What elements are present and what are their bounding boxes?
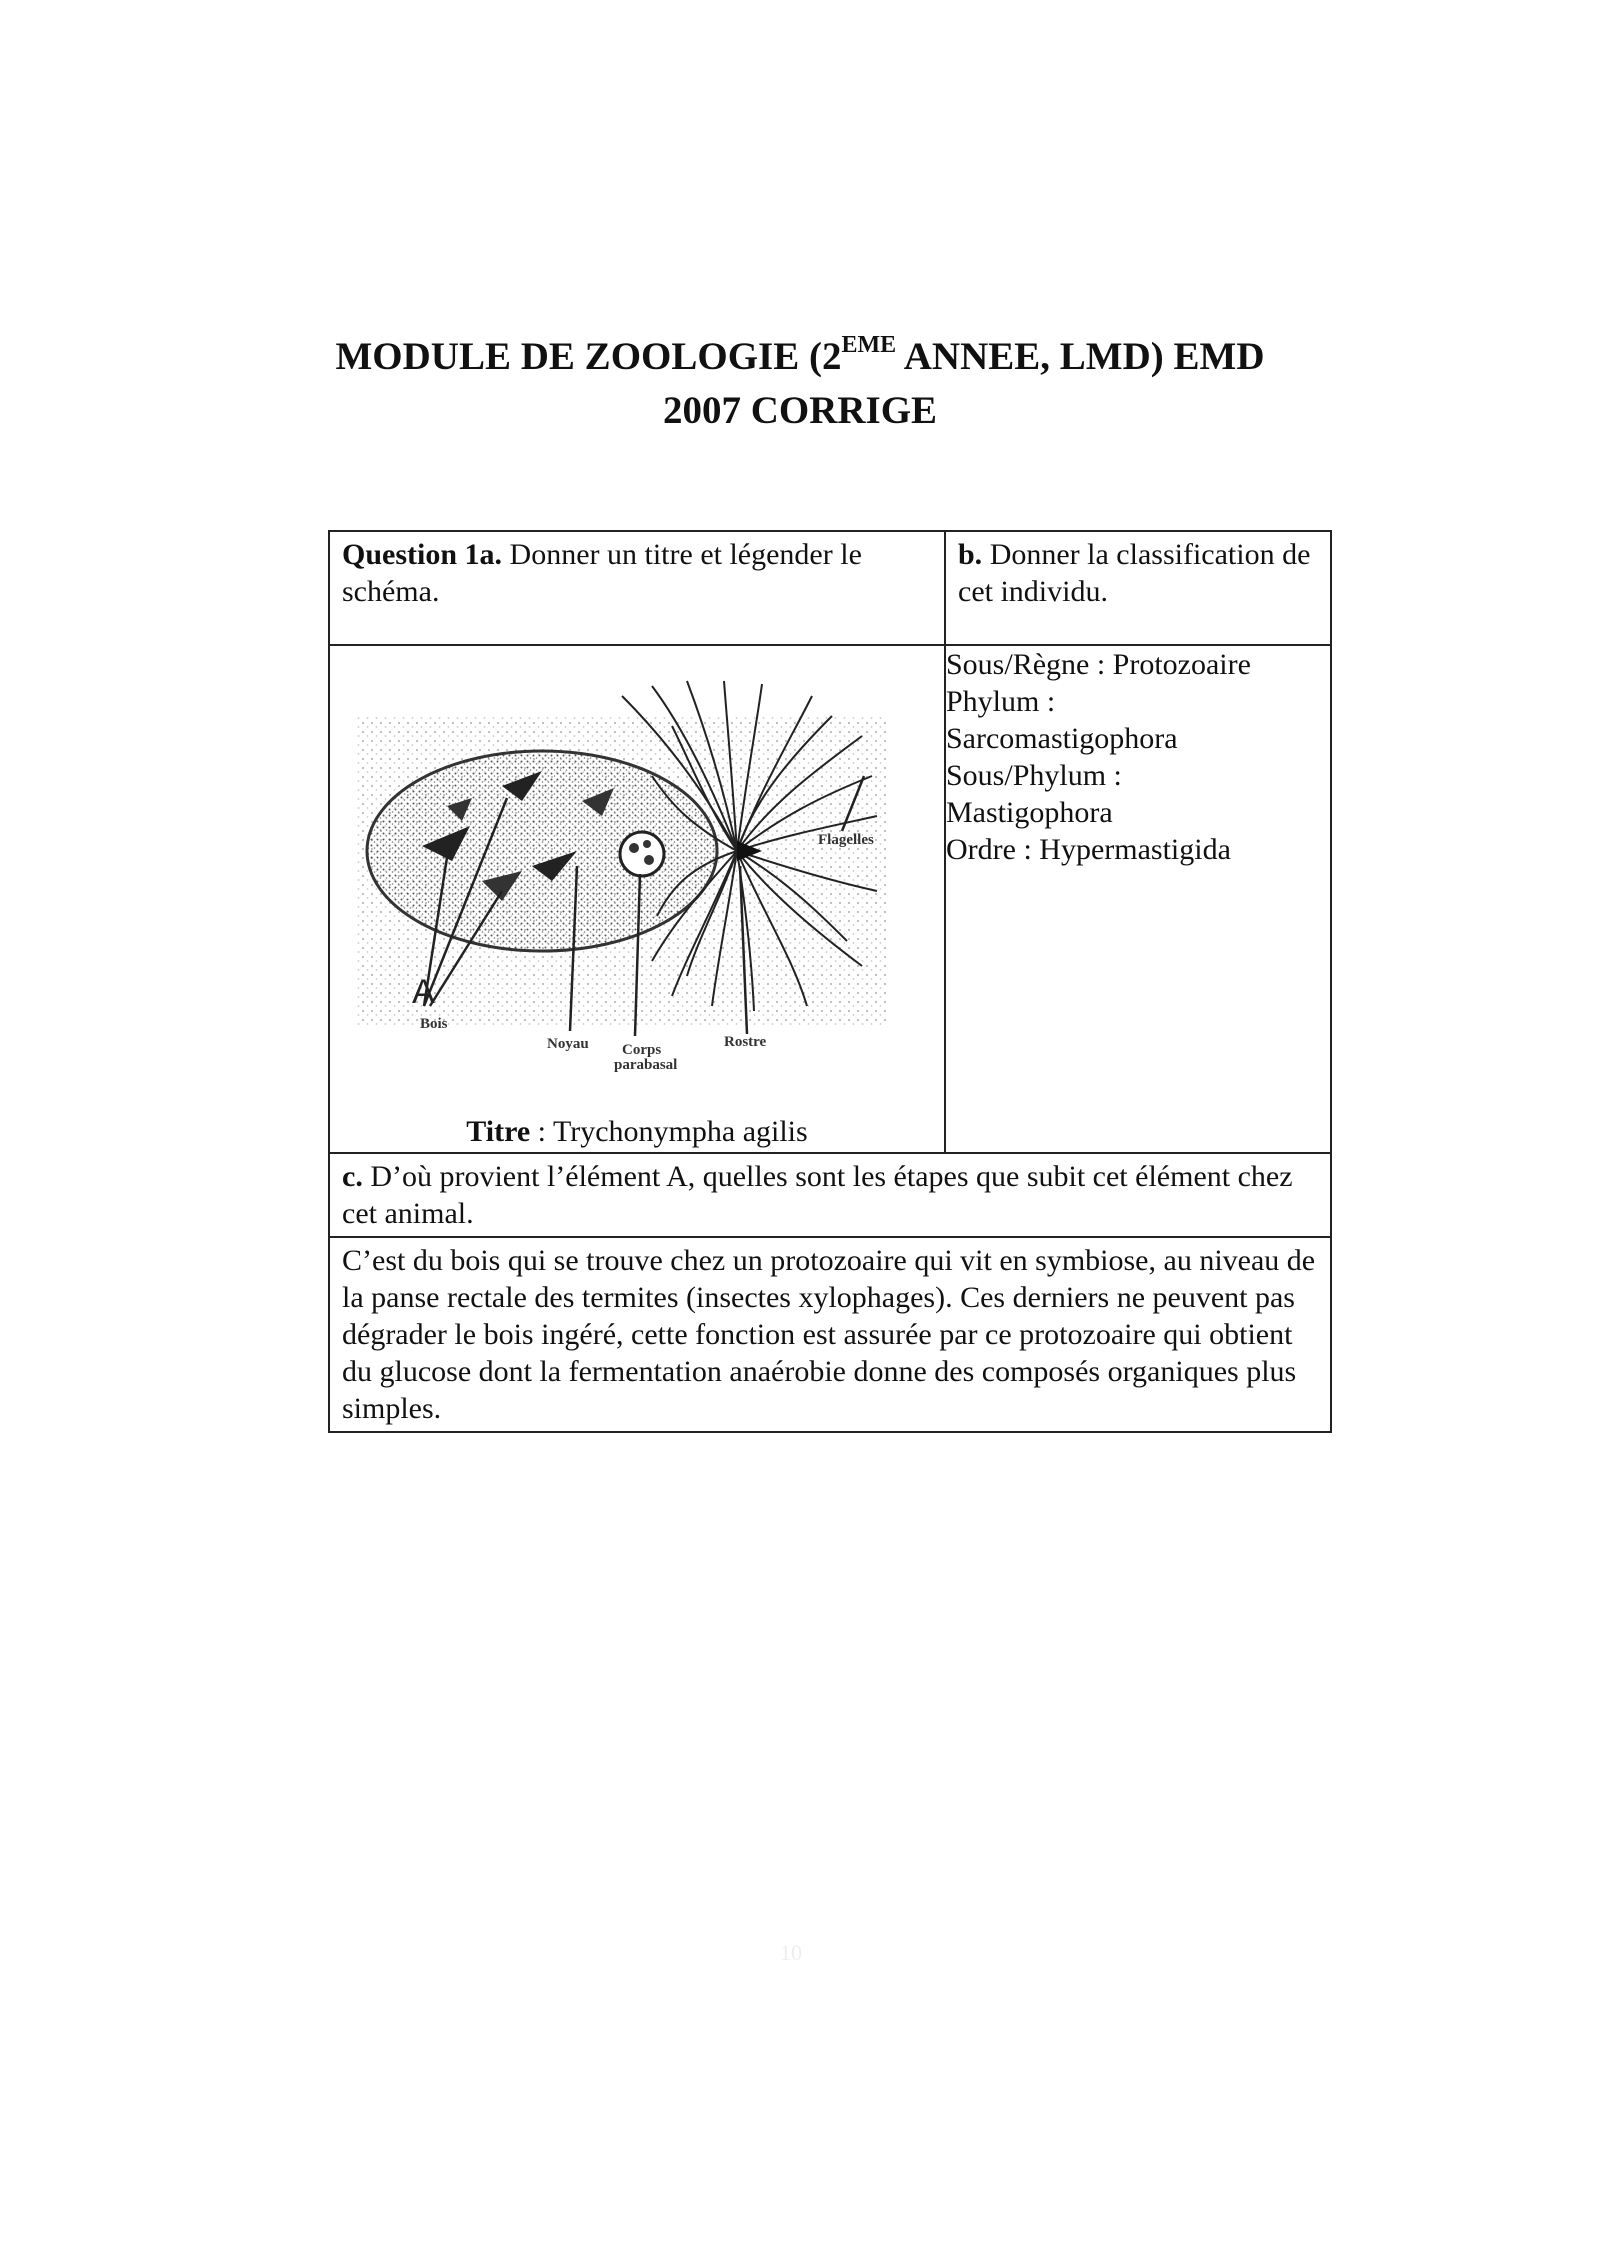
classification-line: Mastigophora xyxy=(946,796,1113,829)
classification-line: Sarcomastigophora xyxy=(946,722,1178,755)
title-line-1: MODULE DE ZOOLOGIE (2EME ANNEE, LMD) EMD xyxy=(335,332,1265,378)
page-title xyxy=(0,330,1600,438)
classification-line: Sous/Phylum : xyxy=(946,759,1122,792)
title-line-2: 2007 CORRIGE xyxy=(662,389,938,432)
question-b-cell: b. Donner la classification de cet individu. xyxy=(945,531,1331,645)
classification-cell xyxy=(945,645,1331,1153)
label-a: A xyxy=(412,973,435,1011)
trichonympha-diagram xyxy=(352,676,892,1096)
table-row xyxy=(329,1237,1331,1432)
label-rostre: Rostre xyxy=(724,1034,767,1050)
question-table xyxy=(328,530,1332,1433)
label-corps: Corps xyxy=(622,1042,662,1058)
faint-page-mark: 10 xyxy=(780,1940,802,1965)
classification-line: Phylum : xyxy=(946,685,1056,718)
table-row xyxy=(329,1153,1331,1237)
label-parabasal: parabasal xyxy=(614,1057,678,1073)
figure-title: Titre : Trychonympha agilis xyxy=(466,1115,808,1148)
label-noyau: Noyau xyxy=(547,1036,589,1052)
classification-line: Ordre : Hypermastigida xyxy=(946,833,1231,866)
label-bois: Bois xyxy=(420,1016,448,1032)
classification-line: Sous/Règne : Protozoaire xyxy=(946,648,1251,681)
question-a-cell: Question 1a. Donner un titre et légender le schéma. xyxy=(329,531,945,645)
figure-cell xyxy=(329,645,945,1153)
question-c-cell: c. D’où provient l’élément A, quelles sont les étapes que subit cet élément chez cet animal. xyxy=(329,1153,1331,1237)
table-row xyxy=(329,531,1331,645)
table-row xyxy=(329,645,1331,1153)
nucleus xyxy=(620,832,664,876)
answer-c-cell: C’est du bois qui se trouve chez un protozoaire qui vit en symbiose, au niveau de la panse rectale des termites (insectes xylophages). Ces derniers ne peuvent pas dégrader le bois ingéré, cette fonction est assurée par ce protozoaire qui obtient du glucose dont la fermentation anaérobie donne des composés organiques plus simples. xyxy=(329,1237,1331,1432)
label-flagelles: Flagelles xyxy=(818,832,874,848)
